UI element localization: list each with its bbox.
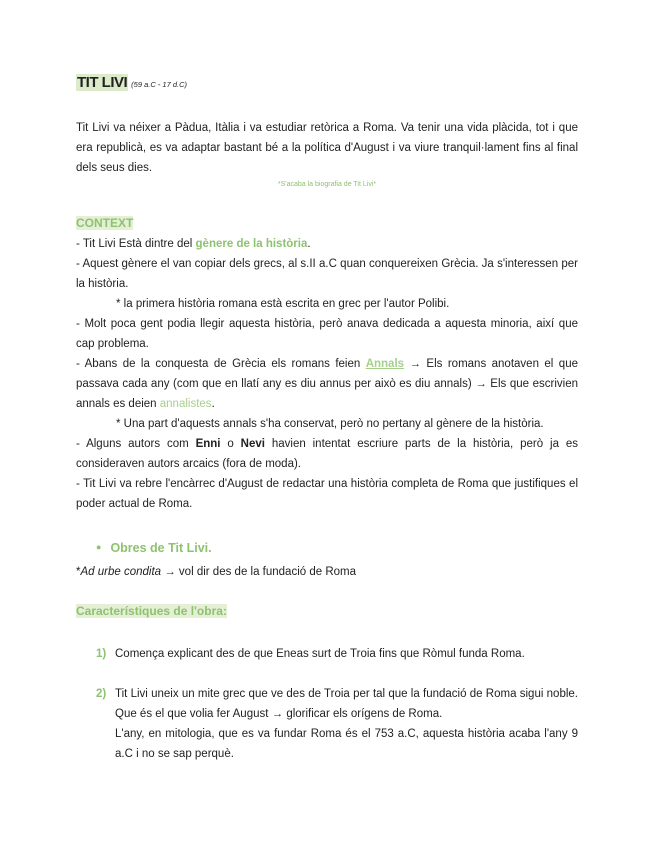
context-heading-text: CONTEXT [76,216,134,230]
context-body [76,234,578,514]
annals-link: Annals [365,358,405,370]
works-rest: → vol dir des de la fundació de Roma [161,566,357,578]
context-line-6: - Tit Livi va rebre l'encàrrec d'August de redactar una història completa de Roma que justifiques el poder actual de Roma. [76,478,578,510]
works-heading-text: Obres de Tit Livi. [110,541,212,555]
features-heading [76,604,227,618]
context-line-2: - Aquest gènere el van copiar dels grecs, al s.II a.C quan conquereixen Grècia. Ja s'interessen per la història. [76,258,578,290]
item-text: Tit Livi uneix un mite grec que ve des de Troia per tal que la fundació de Roma sigui noble. Que és el que volia fer August → glorificar els orígens de Roma. [115,688,578,720]
works-line [76,562,356,582]
page-title [76,74,187,91]
features-item-2 [76,684,578,764]
author-nevi: Nevi [240,438,265,450]
context-heading [76,216,133,230]
context-line-1 [76,234,578,254]
context-line-1-text: - Tit Livi Està dintre del [76,238,196,250]
context-line-4-mid: → Els romans anotaven el que passava cada any (com que en llatí any es diu annus per això es diu annals) → Els que escrivien annals es deien [76,358,578,410]
item-text-2: L'any, en mitologia, que es va fundar Roma és el 753 a.C, aquesta història acaba l'any 9 a.C i no se sap perquè. [115,728,578,760]
bio-note: *S'acaba la biografia de Tit Livi* [277,181,377,188]
context-line-1-end: . [307,238,311,250]
item-number: 1) [96,648,107,660]
context-line-5-text: - Alguns autors com [76,438,196,450]
annalistes-term: annalistes [159,398,212,410]
works-heading [96,541,212,555]
features-item-1 [76,644,578,664]
context-line-4-end: . [211,398,215,410]
intro-paragraph: Tit Livi va néixer a Pàdua, Itàlia i va estudiar retòrica a Roma. Va tenir una vida plàcida, tot i que era republicà, es va adaptar bastant bé a la política d'August i va viure tranquil·lament fins al final dels seus dies. [76,122,578,174]
context-line-5-or: o [220,438,241,450]
context-line-4-note: * Una part d'aquests annals s'ha conservat, però no pertany al gènere de la història. [116,418,544,430]
works-star: * [76,566,81,578]
author-enni: Enni [195,438,221,450]
context-line-4 [76,354,578,414]
context-line-3: - Molt poca gent podia llegir aquesta història, però anava dedicada a aquesta minoria, així que cap problema. [76,318,578,350]
title-main: TIT LIVI [77,74,128,91]
context-line-4-text: - Abans de la conquesta de Grècia els romans feien [76,358,366,370]
context-line-5-end: havien intentat escriure parts de la història, però ja es consideraven autors arcaics (fora de moda). [76,438,578,470]
item-number: 2) [96,688,107,700]
context-line-5 [76,434,578,474]
bullet-icon: ● [96,542,102,552]
item-text: Comença explicant des de que Eneas surt de Troia fins que Ròmul funda Roma. [115,648,525,660]
context-line-2-note: * la primera història romana està escrita en grec per l'autor Polibi. [116,298,450,310]
title-dates: (59 a.C - 17 d.C) [131,80,188,89]
work-title: Ad urbe condita [80,566,162,578]
features-heading-text: Característiques de l'obra: [76,604,227,618]
genre-link: gènere de la història [195,238,308,250]
